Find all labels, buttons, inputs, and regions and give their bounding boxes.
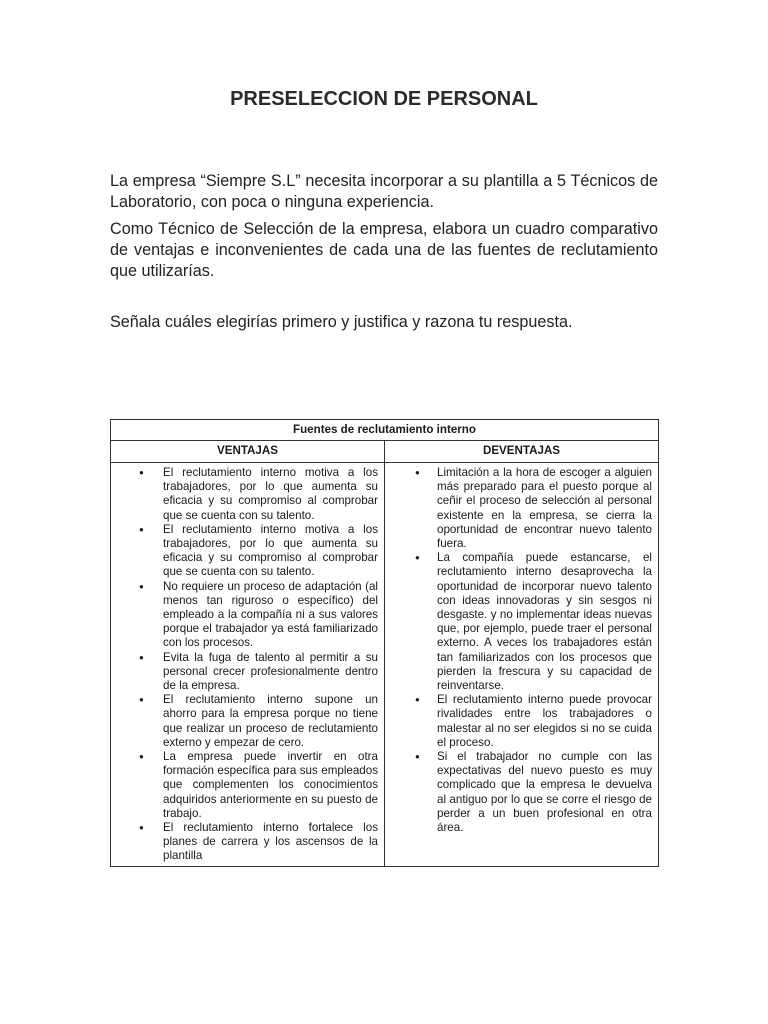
instruction-paragraph: Como Técnico de Selección de la empresa, elabora un cuadro comparativo de ventajas e inconvenientes de cada una de las fuentes de reclutamiento que utilizarías. (110, 220, 658, 280)
list-item: ● El reclutamiento interno motiva a los trabajadores, por lo que aumenta su eficacia y su compromiso al comprobar que se cuenta con su talento. (111, 523, 378, 580)
list-item: ● La compañía puede estancarse, el reclutamiento interno desaprovecha la oportunidad de incorporar nuevo talento con ideas innovadoras y sin sesgos ni desgaste. y no implementar ideas nuevas que, por ejemplo, puede traer el personal externo. A veces los trabajadores están tan familiarizados con los procesos que pierden la frescura y su capacidad de reinventarse. (385, 551, 652, 693)
list-item: ● El reclutamiento interno motiva a los trabajadores, por lo que aumenta su eficacia y su compromiso al comprobar que se cuenta con su talento. (111, 466, 378, 523)
page-title: PRESELECCION DE PERSONAL (230, 88, 538, 110)
list-item: ● No requiere un proceso de adaptación (al menos tan riguroso o específico) del empleado a la compañía ni a sus valores porque el trabajador ya está familiarizado con los procesos. (111, 580, 378, 651)
header-ventajas: VENTAJAS (111, 441, 385, 463)
list-item: ● El reclutamiento interno puede provocar rivalidades entre los trabajadores o malestar al no ser elegidos si no se cuida el proceso. (385, 693, 652, 750)
list-item: ● El reclutamiento interno fortalece los planes de carrera y los ascensos de la plantilla (111, 821, 378, 864)
list-item: ● La empresa puede invertir en otra formación específica para sus empleados que complementen los conocimientos adquiridos anteriormente en su puesto de trabajo. (111, 750, 378, 821)
list-item: ● Limitación a la hora de escoger a alguien más preparado para el puesto porque al ceñir el proceso de selección al personal existente en la empresa, se cierra la oportunidad de encontrar nuevo talento fuera. (385, 466, 652, 551)
list-item: ● Evita la fuga de talento al permitir a su personal crecer profesionalmente dentro de la empresa. (111, 651, 378, 694)
header-desventajas: DEVENTAJAS (385, 441, 659, 463)
ventajas-cell (111, 463, 385, 867)
list-item: ● El reclutamiento interno supone un ahorro para la empresa porque no tiene que realizar un proceso de reclutamiento externo y empezar de cero. (111, 693, 378, 750)
list-item: ● Si el trabajador no cumple con las expectativas del nuevo puesto es muy complicado que la empresa le devuelva al antiguo por lo que se corre el riesgo de perder a un buen profesional en otra área. (385, 750, 652, 835)
table-caption: Fuentes de reclutamiento interno (111, 420, 659, 441)
question-paragraph: Señala cuáles elegirías primero y justifica y razona tu respuesta. (110, 313, 573, 331)
intro-paragraph: La empresa “Siempre S.L” necesita incorporar a su plantilla a 5 Técnicos de Laboratorio, con poca o ninguna experiencia. (110, 172, 658, 211)
comparison-table (110, 419, 659, 867)
desventajas-cell (385, 463, 659, 867)
